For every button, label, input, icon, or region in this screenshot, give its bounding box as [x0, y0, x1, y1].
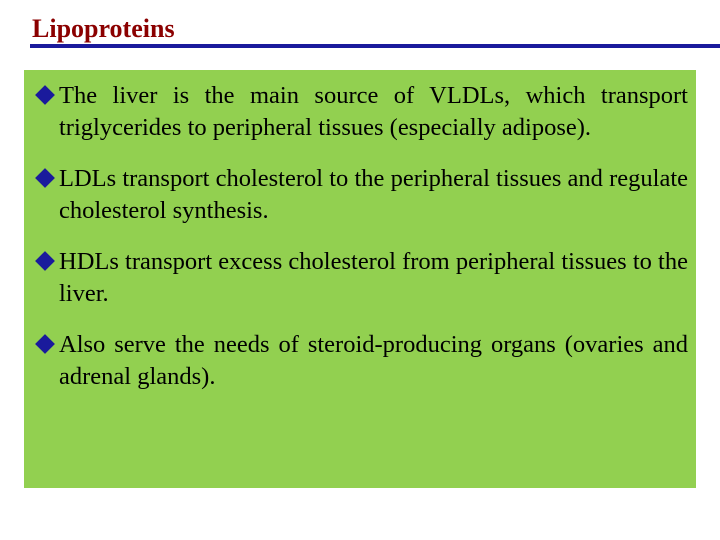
bullet-text: The liver is the main source of VLDLs, which transport triglycerides to peripheral tissues (especially adipose). — [59, 82, 688, 141]
bullet-text: HDLs transport excess cholesterol from peripheral tissues to the liver. — [59, 248, 688, 307]
bullet-item — [32, 80, 688, 143]
diamond-bullet-icon — [34, 84, 56, 106]
diamond-bullet-icon — [34, 250, 56, 272]
bullet-item — [32, 163, 688, 226]
slide-title: Lipoproteins — [32, 14, 175, 43]
diamond-bullet-icon — [34, 333, 56, 355]
bullet-text: LDLs transport cholesterol to the peripheral tissues and regulate cholesterol synthesis. — [59, 165, 688, 224]
diamond-bullet-icon — [34, 167, 56, 189]
content-box — [24, 70, 696, 488]
bullet-item — [32, 329, 688, 392]
bullet-text: Also serve the needs of steroid-producing organs (ovaries and adrenal glands). — [59, 331, 688, 390]
bullet-item — [32, 246, 688, 309]
title-underline — [30, 44, 720, 48]
